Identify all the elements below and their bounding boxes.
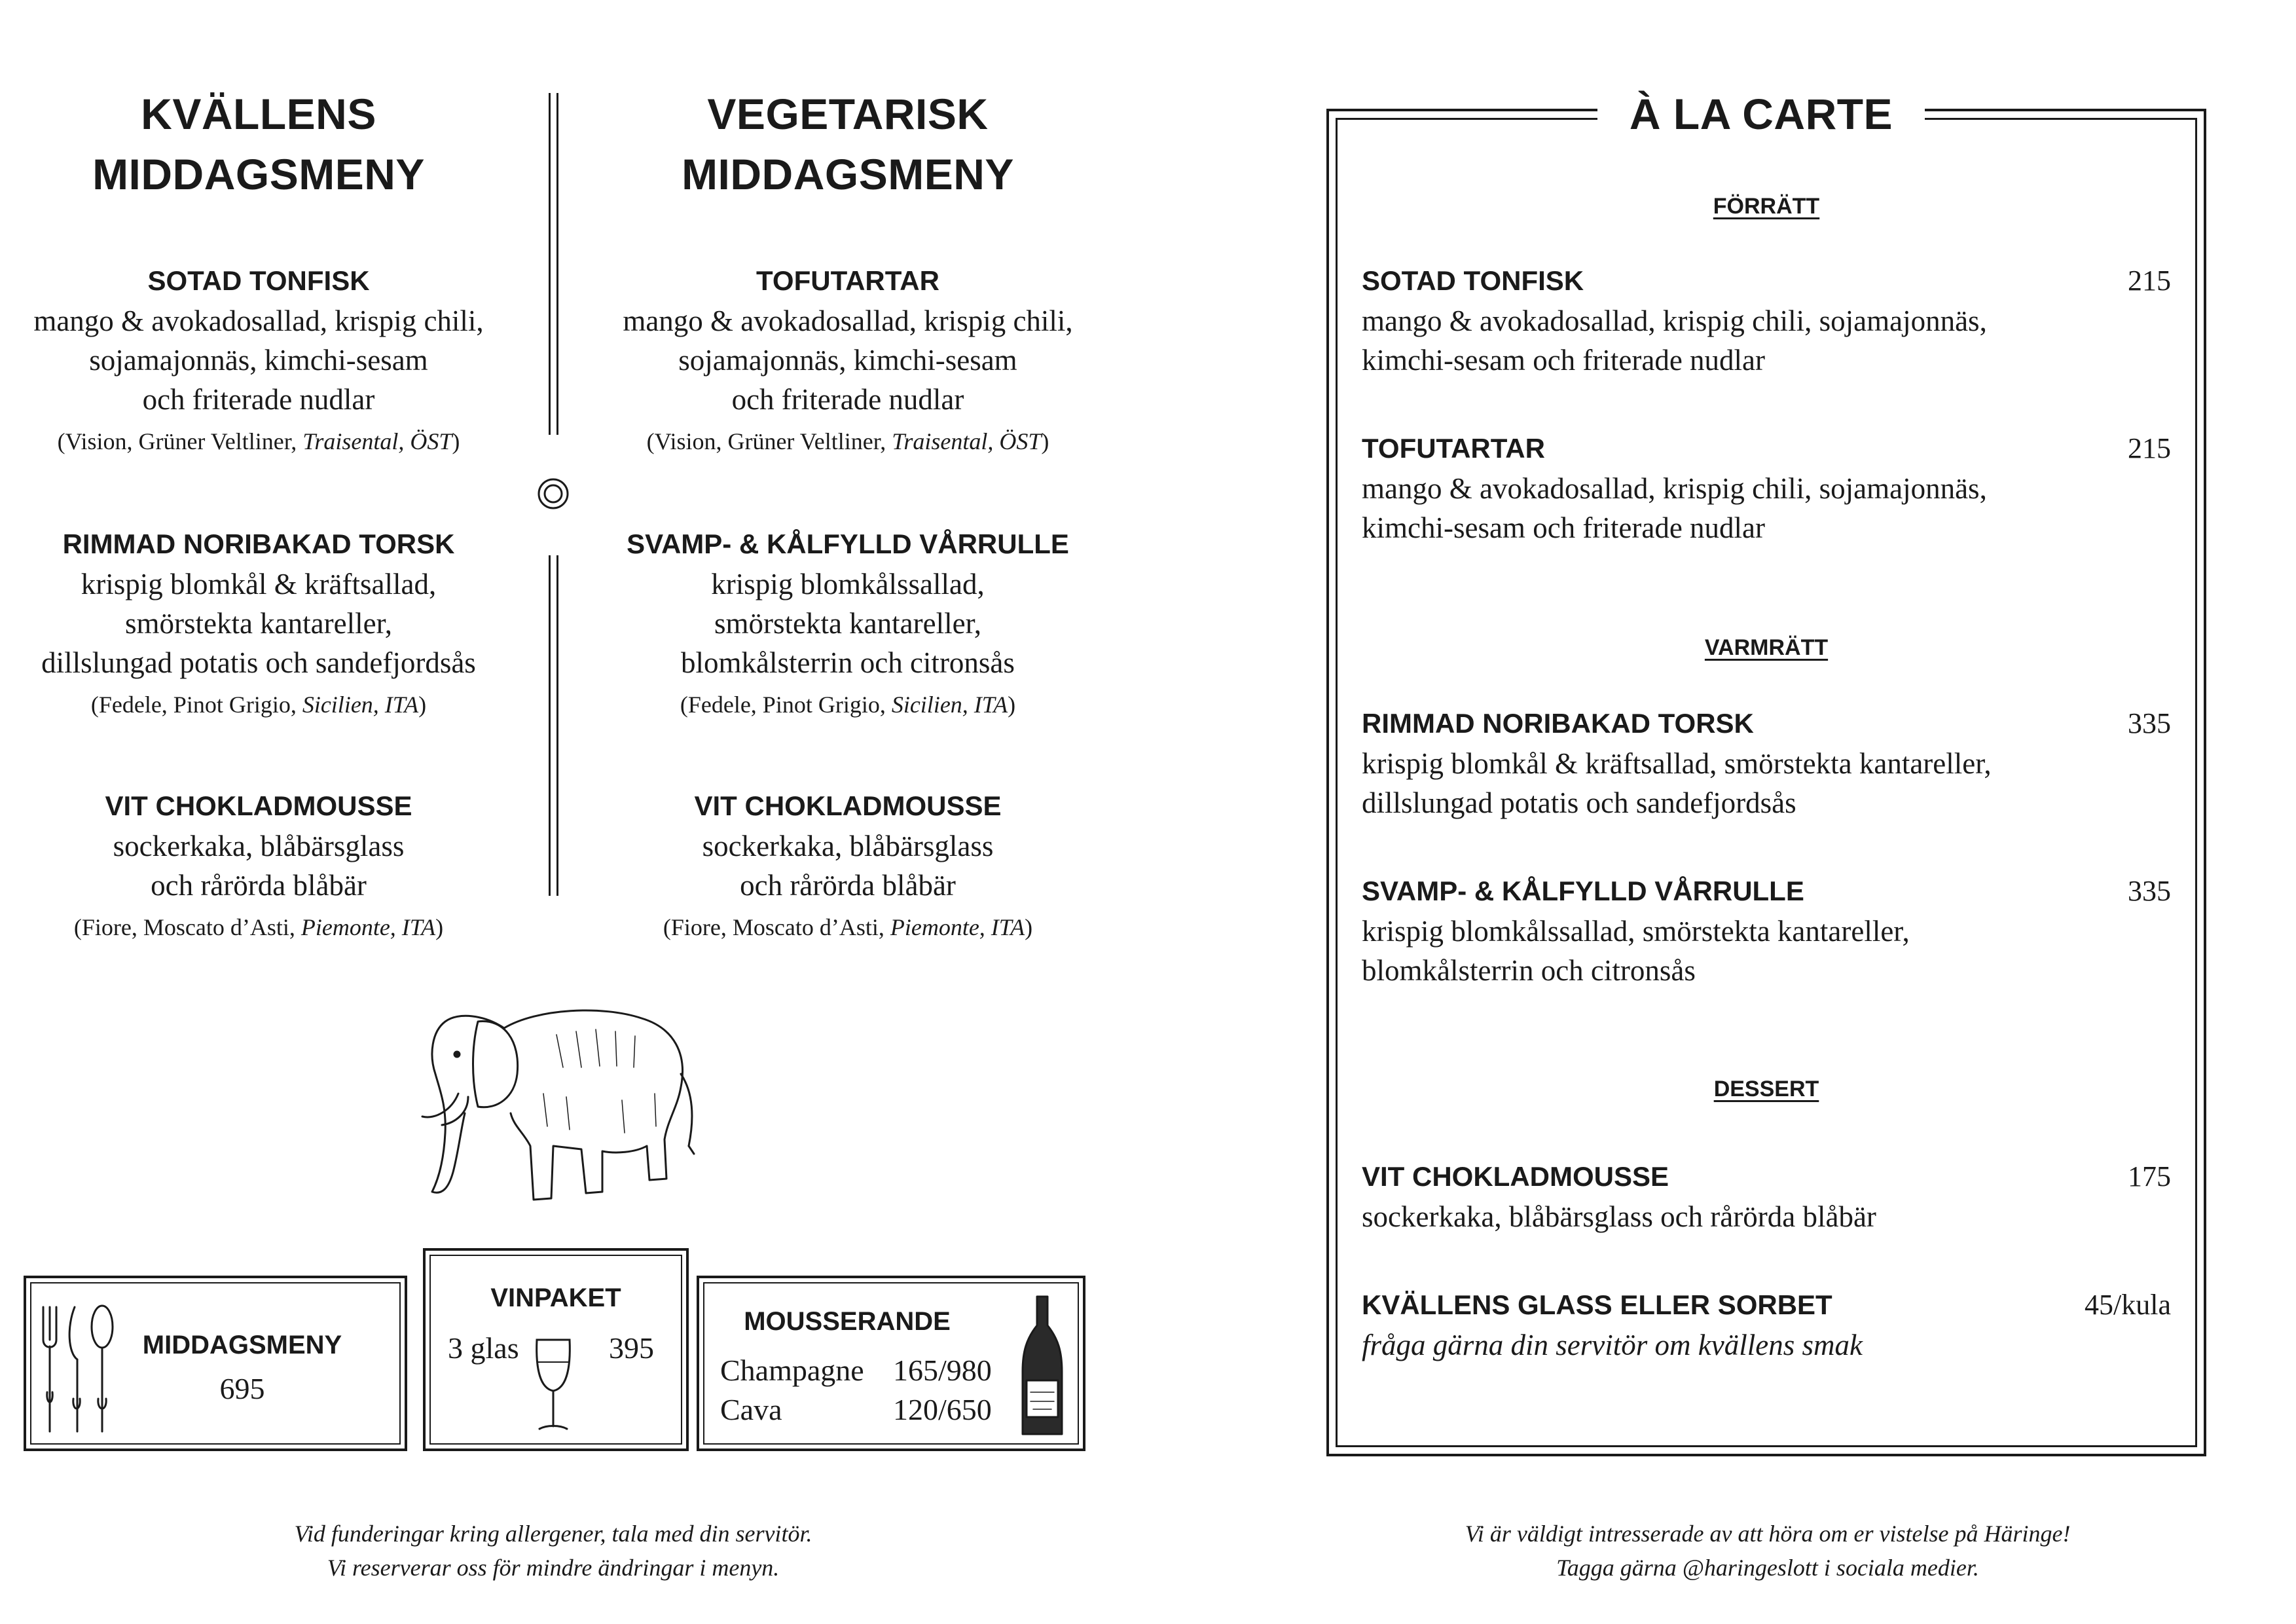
carte-item-desc: krispig blomkålssallad, smörstekta kantareller, [1362, 915, 1910, 948]
column-divider-bottom-left [549, 555, 551, 896]
carte-item-price: 175 [2128, 1160, 2171, 1192]
carte-item-tofu [1362, 428, 2171, 547]
carte-item-desc: mango & avokadosallad, krispig chili, sojamajonnäs, [1362, 472, 1987, 505]
dish-title: SOTAD TONFISK [147, 265, 370, 296]
dish-desc-line: och rårörda blåbär [740, 869, 956, 902]
mousserande-row-name: Champagne [720, 1354, 864, 1387]
vegetarisk-title: VEGETARISK MIDDAGSMENY [682, 90, 1014, 198]
a-la-carte-title: À LA CARTE [1629, 90, 1893, 138]
carte-item-price: 335 [2128, 875, 2171, 907]
carte-item-glass [1362, 1285, 2171, 1365]
wine-pairing: (Vision, Grüner Veltliner, Traisental, ÖST) [646, 428, 1049, 454]
carte-item-name: SOTAD TONFISK [1362, 265, 1584, 296]
dish-desc-line: sojamajonnäs, kimchi-sesam [678, 344, 1017, 377]
dish-desc-line: och friterade nudlar [731, 383, 964, 416]
carte-item-price: 215 [2128, 432, 2171, 464]
wine-pairing: (Fedele, Pinot Grigio, Sicilien, ITA) [680, 692, 1016, 718]
right-footer-line: Tagga gärna @haringeslott i sociala medier. [1556, 1555, 1979, 1581]
mousserande-box-title: MOUSSERANDE [744, 1307, 951, 1336]
vegetarisk-dish-3 [589, 786, 1106, 946]
dish-desc-line: mango & avokadosallad, krispig chili, [623, 304, 1073, 337]
dish-desc-line: krispig blomkål & kräftsallad, [81, 568, 437, 600]
kvallens-dish-3 [0, 786, 517, 946]
dish-desc-line: sockerkaka, blåbärsglass [113, 830, 405, 862]
wine-pairing: (Fiore, Moscato d’Asti, Piemonte, ITA) [73, 914, 444, 940]
right-footer [1244, 1517, 2291, 1585]
divider-ornament-icon [535, 475, 572, 512]
wine-pairing: (Fiore, Moscato d’Asti, Piemonte, ITA) [663, 914, 1033, 940]
carte-item-name: SVAMP- & KÅLFYLLD VÅRRULLE [1362, 876, 1804, 906]
carte-item-torsk [1362, 703, 2171, 822]
dish-title: TOFUTARTAR [756, 265, 939, 296]
dish-desc-line: mango & avokadosallad, krispig chili, [33, 304, 484, 337]
carte-item-varrulle [1362, 871, 2171, 990]
mousserande-row-price: 165/980 [893, 1354, 992, 1387]
dish-desc-line: smörstekta kantareller, [124, 607, 393, 640]
column-divider-top-right [556, 93, 558, 435]
dish-desc-line: och rårörda blåbär [151, 869, 367, 902]
kvallens-dish-2 [0, 524, 517, 723]
elephant-illustration-icon [406, 982, 707, 1231]
left-footer [0, 1517, 1106, 1585]
carte-item-name: VIT CHOKLADMOUSSE [1362, 1161, 1669, 1192]
carte-item-price: 335 [2128, 707, 2171, 739]
dish-desc-line: krispig blomkålssallad, [711, 568, 985, 600]
dish-desc-line: blomkålsterrin och citronsås [681, 646, 1015, 679]
right-footer-line: Vi är väldigt intresserade av att höra om er vistelse på Häringe! [1465, 1521, 2071, 1547]
dish-desc-line: dillslungad potatis och sandefjordsås [41, 646, 476, 679]
carte-item-desc: fråga gärna din servitör om kvällens smak [1362, 1329, 1863, 1361]
kvallens-column [0, 84, 517, 204]
vegetarisk-column [589, 84, 1106, 204]
vinpaket-glasses: 3 glas [448, 1331, 519, 1365]
wine-pairing: (Fedele, Pinot Grigio, Sicilien, ITA) [90, 692, 427, 718]
cutlery-icon [34, 1301, 119, 1441]
wine-pairing: (Vision, Grüner Veltliner, Traisental, ÖST) [57, 428, 460, 454]
section-varmratt: VARMRÄTT [1704, 635, 1829, 660]
carte-item-name: KVÄLLENS GLASS ELLER SORBET [1362, 1289, 1832, 1320]
carte-item-price: 215 [2128, 265, 2171, 297]
carte-item-price: 45/kula [2085, 1289, 2171, 1321]
carte-item-desc: krispig blomkål & kräftsallad, smörstekta kantareller, [1362, 747, 1992, 780]
carte-item-name: TOFUTARTAR [1362, 433, 1545, 464]
dish-desc-line: sockerkaka, blåbärsglass [702, 830, 994, 862]
champagne-bottle-icon [1017, 1293, 1067, 1441]
wine-glass-icon [530, 1336, 576, 1434]
carte-item-desc: blomkålsterrin och citronsås [1362, 954, 1696, 987]
carte-item-desc: dillslungad potatis och sandefjordsås [1362, 786, 1796, 819]
carte-item-mousse [1362, 1156, 2171, 1236]
vegetarisk-dish-2 [589, 524, 1106, 723]
column-divider-top-left [549, 93, 551, 435]
carte-item-desc: kimchi-sesam och friterade nudlar [1362, 344, 1766, 377]
left-footer-line: Vid funderingar kring allergener, tala med din servitör. [294, 1521, 812, 1547]
vinpaket-box-title: VINPAKET [490, 1283, 621, 1312]
kvallens-dish-1 [0, 261, 517, 460]
dish-desc-line: och friterade nudlar [142, 383, 375, 416]
dish-desc-line: sojamajonnäs, kimchi-sesam [89, 344, 428, 377]
carte-item-name: RIMMAD NORIBAKAD TORSK [1362, 708, 1754, 739]
mousserande-row-name: Cava [720, 1393, 782, 1426]
column-divider-bottom-right [556, 555, 558, 896]
mousserande-row-price: 120/650 [893, 1393, 992, 1426]
vinpaket-price: 395 [609, 1331, 654, 1365]
dish-title: VIT CHOKLADMOUSSE [105, 790, 412, 821]
carte-item-desc: sockerkaka, blåbärsglass och rårörda blåbär [1362, 1200, 1876, 1233]
carte-item-desc: kimchi-sesam och friterade nudlar [1362, 511, 1766, 544]
middagsmeny-box-price: 695 [219, 1372, 265, 1405]
dish-title: VIT CHOKLADMOUSSE [694, 790, 1002, 821]
section-dessert: DESSERT [1713, 1077, 1819, 1101]
vegetarisk-dish-1 [589, 261, 1106, 460]
kvallens-title: KVÄLLENS MIDDAGSMENY [92, 90, 425, 198]
middagsmeny-box-title: MIDDAGSMENY [142, 1331, 342, 1359]
section-forratt: FÖRRÄTT [1713, 194, 1820, 219]
carte-item-desc: mango & avokadosallad, krispig chili, sojamajonnäs, [1362, 304, 1987, 337]
carte-item-tonfisk [1362, 261, 2171, 380]
dish-title: SVAMP- & KÅLFYLLD VÅRRULLE [627, 528, 1069, 559]
left-footer-line: Vi reserverar oss för mindre ändringar i menyn. [327, 1555, 780, 1581]
dish-desc-line: smörstekta kantareller, [714, 607, 982, 640]
dish-title: RIMMAD NORIBAKAD TORSK [62, 528, 455, 559]
